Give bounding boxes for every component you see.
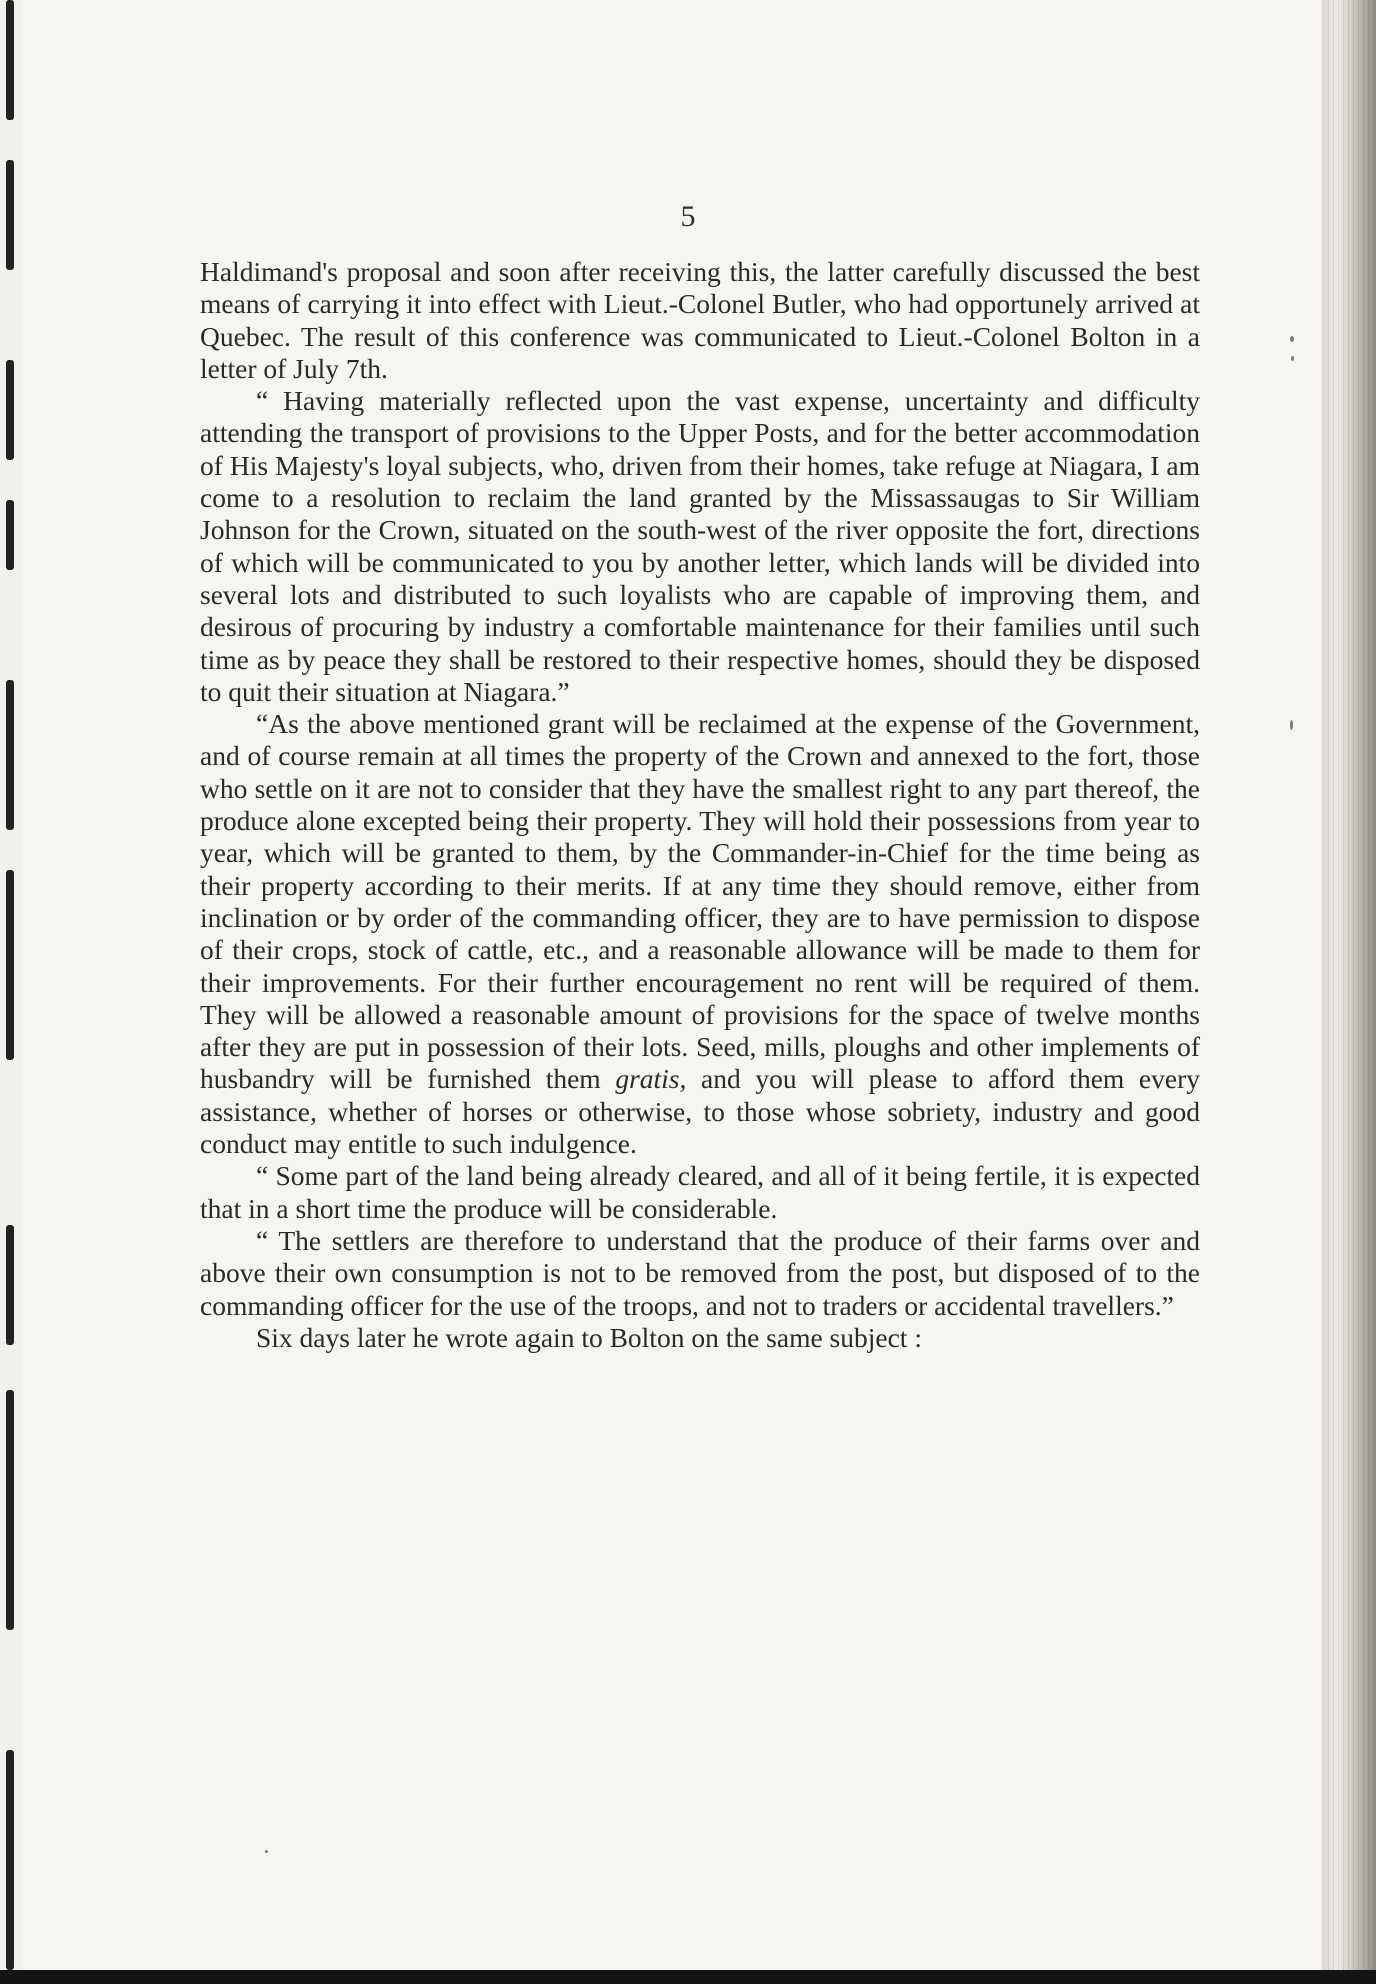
binding-stitch — [6, 0, 14, 120]
paragraph-3-text: “As the above mentioned grant will be reclaimed at the expense of the Government, and of course remain at all times the property of the Crown and annexed to the fort, those who settle on it are not to consider that they have the smallest right to any part thereof, the produce alone excepted being their property. They will hold their possessions from year to year, which will be granted to them, by the Commander-in-Chief for the time being as their property according to their merits. If at any time they should remove, either from inclination or by order of the commanding officer, they are to have permission to dispose of their crops, stock of cattle, etc., and a reasonable allowance will be made to them for their improvements. For their further encouragement no rent will be required of them. They will be allowed a reasonable amount of provisions for the space of twelve months after they are put in possession of their lots. Seed, mills, ploughs and other implements of husbandry will be furnished them — [200, 708, 1200, 1095]
ink-speck — [1290, 336, 1294, 342]
italic-word-gratis: gratis, — [615, 1063, 687, 1095]
binding-stitch — [6, 1225, 14, 1345]
paragraph-3-text-end: and you will please to afford them every assistance, whether of horses or otherwise, to those whose sobriety, industry and good conduct may entitle to such indulgence. — [200, 1063, 1200, 1160]
paragraph-6: Six days later he wrote again to Bolton on the same subject : — [256, 1321, 922, 1353]
binding-stitch — [6, 360, 14, 460]
binding-stitch — [6, 870, 14, 1060]
binding-stitch — [6, 1750, 14, 1970]
ink-speck — [1290, 720, 1293, 730]
binding-stitch — [6, 680, 14, 830]
paragraph-5: “ The settlers are therefore to understand that the produce of their farms over and above their own consumption is not to be removed from the post, but disposed of to the commanding officer for the use of the troops, and not to traders or accidental travellers.” — [200, 1224, 1200, 1321]
page-stack-lines — [1328, 0, 1372, 1984]
paragraph-1: Haldimand's proposal and soon after receiving this, the latter carefully discussed the best means of carrying it into effect with Lieut.-Colonel Butler, who had opportunely arrived at Quebec. The result of this conference was communicated to Lieut.-Colonel Bolton in a letter of July 7th. — [200, 256, 1200, 384]
ink-speck — [1291, 356, 1294, 361]
paragraph-3 — [200, 708, 1200, 1160]
binding-spine — [0, 0, 22, 1984]
scan-bottom-border — [0, 1970, 1376, 1984]
ink-speck — [265, 1850, 268, 1853]
binding-stitch — [6, 1390, 14, 1630]
paragraph-2: “ Having materially reflected upon the vast expense, uncertainty and difficulty attending the transport of provisions to the Upper Posts, and for the better accommodation of His Majesty's loyal subjects, who, driven from their homes, take refuge at Niagara, I am come to a resolution to reclaim the land granted by the Missassaugas to Sir William Johnson for the Crown, situated on the south-west of the river opposite the fort, directions of which will be communicated to you by another letter, which lands will be divided into several lots and distributed to such loyalists who are capable of improving them, and desirous of procuring by industry a comfortable maintenance for their families until such time as by peace they shall be restored to their respective homes, should they be disposed to quit their situation at Niagara.” — [200, 385, 1200, 707]
body-text — [200, 256, 1200, 1354]
binding-stitch — [6, 500, 14, 570]
paragraph-4: “ Some part of the land being already cleared, and all of it being fertile, it is expected that in a short time the produce will be considerable. — [200, 1160, 1200, 1224]
page-number: 5 — [680, 200, 696, 233]
